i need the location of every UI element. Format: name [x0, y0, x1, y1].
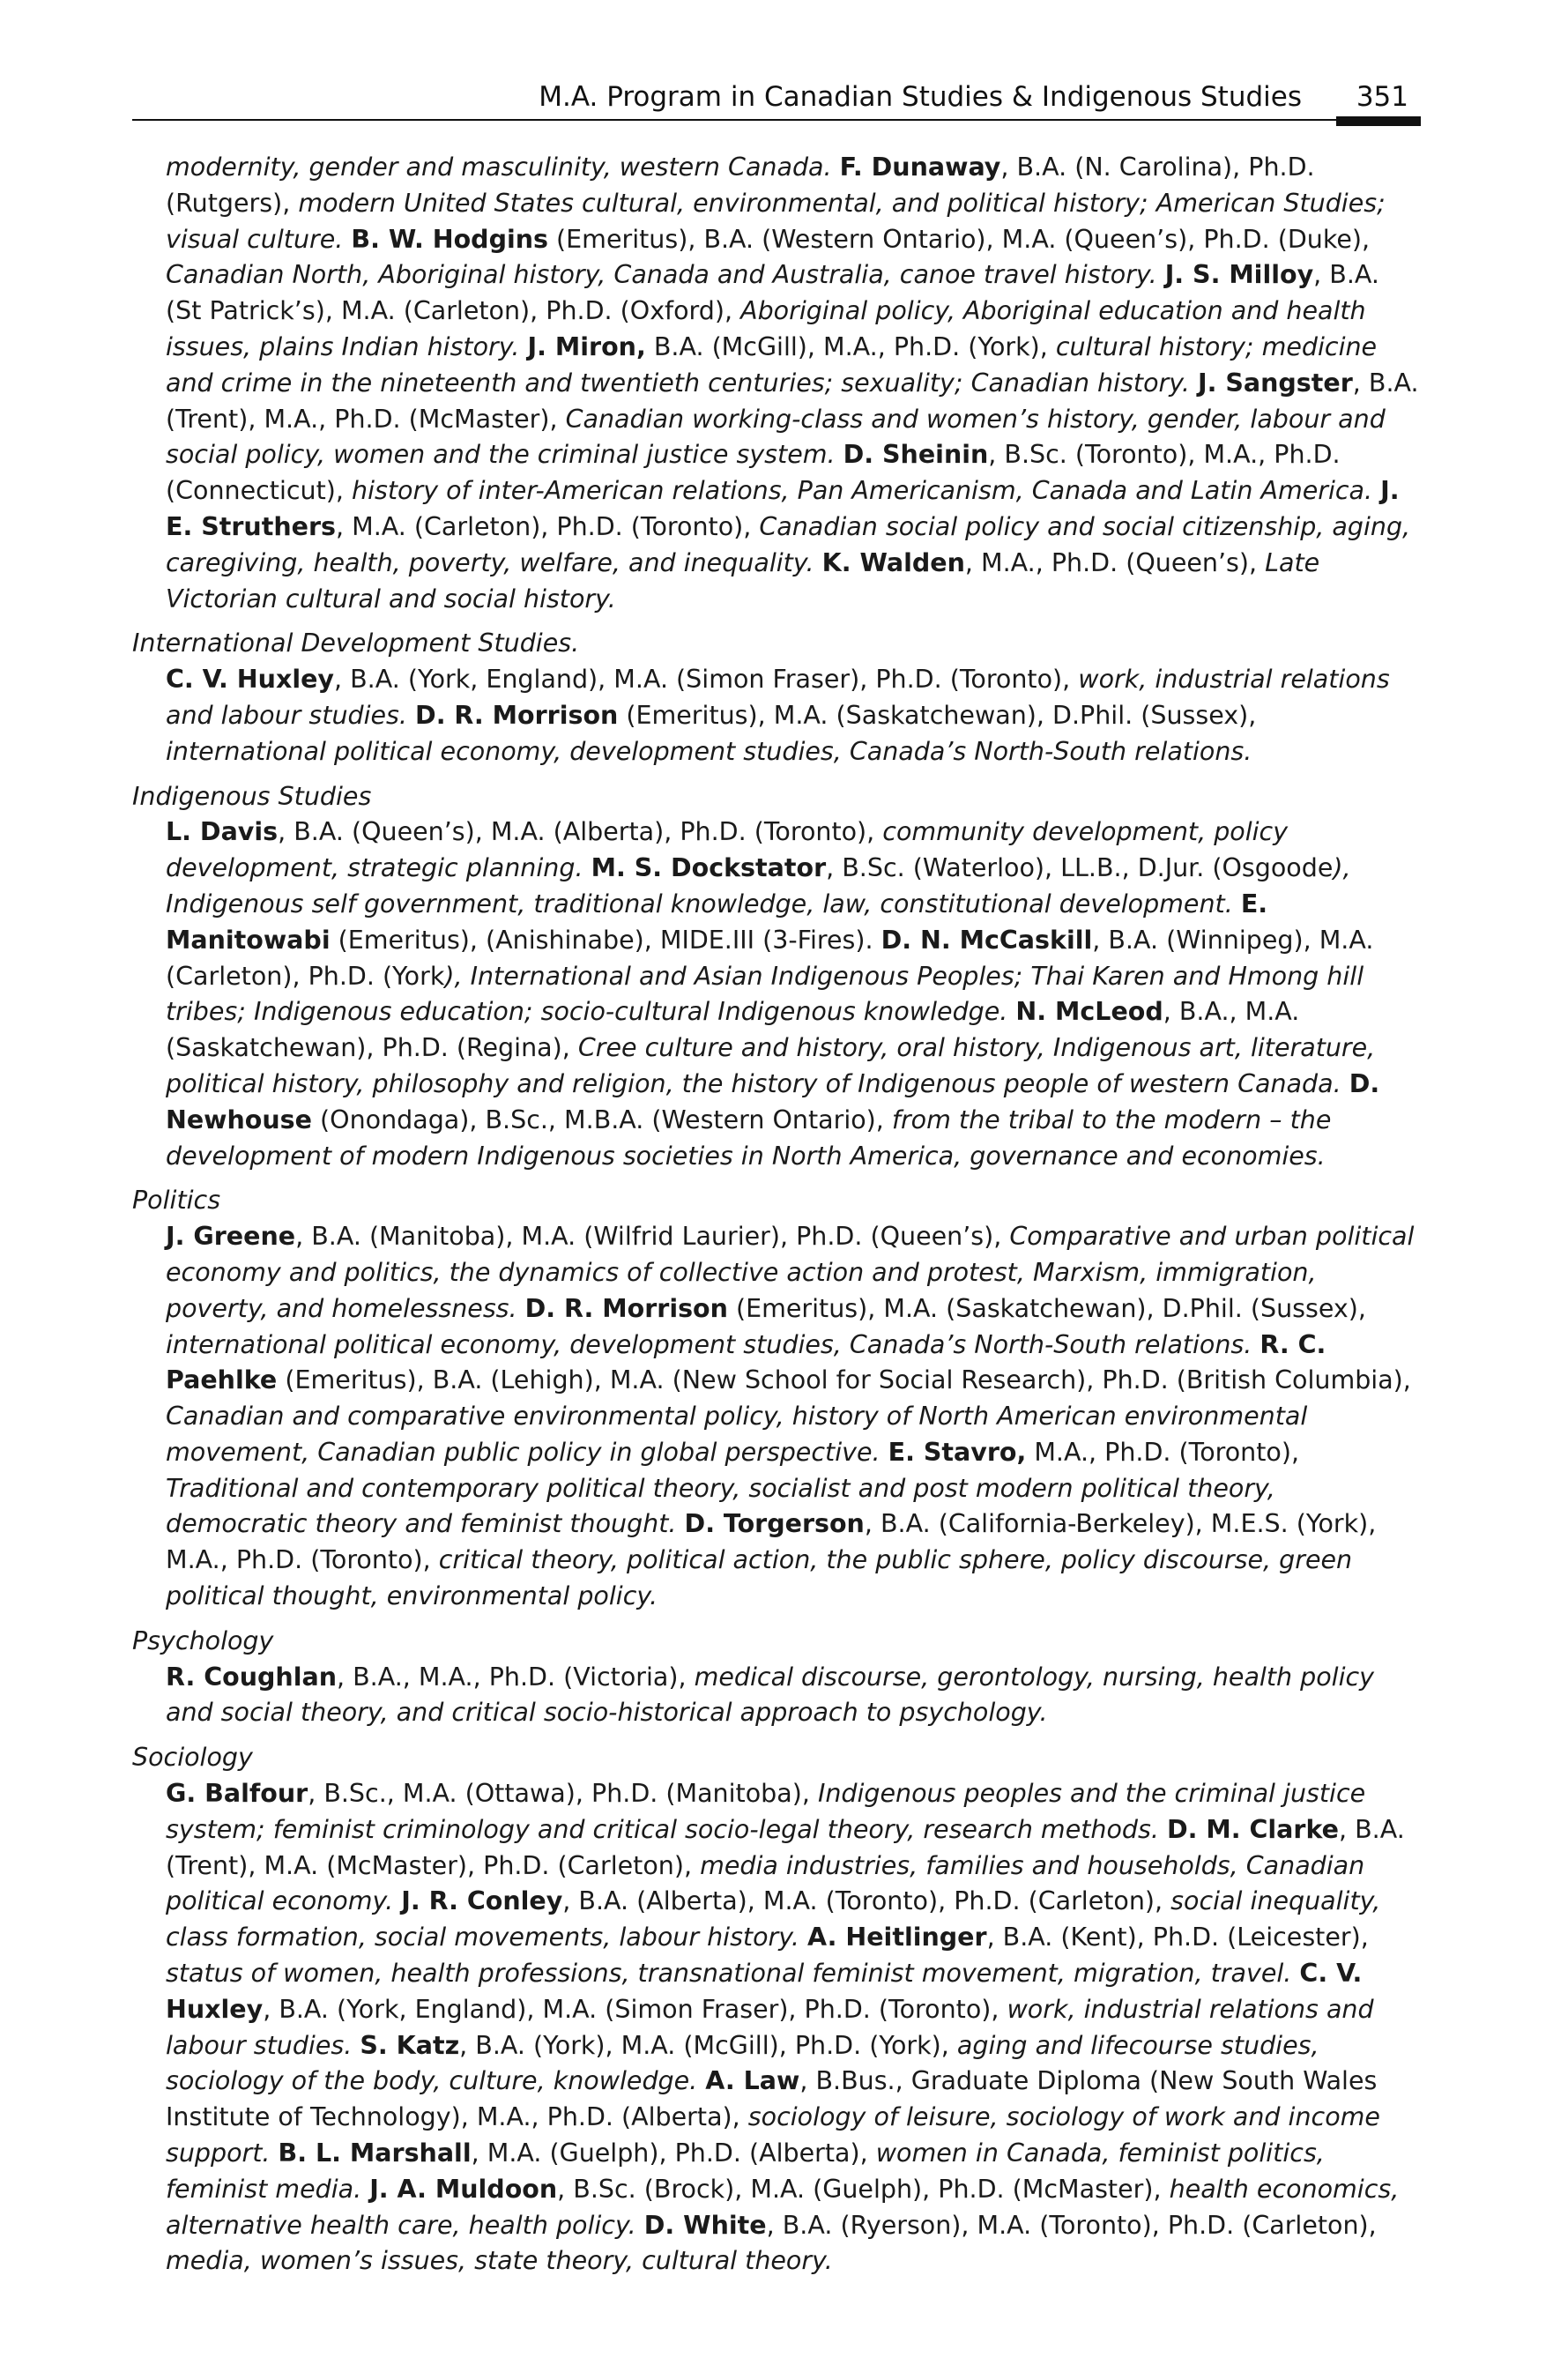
faculty-research-topics: Canadian working-class and women’s history, gender, labour and social policy, women and the criminal justice system. [166, 404, 1386, 470]
faculty-name: J. Miron, [527, 331, 646, 361]
faculty-name: A. Law [705, 2066, 800, 2096]
faculty-credentials: , M.A. (Carleton), Ph.D. (Toronto), [335, 511, 760, 541]
faculty-name: G. Balfour [166, 1779, 308, 1809]
faculty-research-topics: international political economy, development studies, Canada’s North-South relations. [166, 1329, 1260, 1359]
faculty-research-topics: work, industrial relations and labour studies. [166, 1994, 1374, 2060]
faculty-credentials: (Emeritus), B.A. (Lehigh), M.A. (New School for Social Research), Ph.D. (British Columbia), [277, 1365, 1411, 1395]
faculty-research-topics: Canadian and comparative environmental policy, history of North American environmental movement, Canadian public policy in global perspective. [166, 1402, 1308, 1467]
faculty-entries [132, 1776, 1421, 2280]
faculty-name: R. C. Paehlke [166, 1329, 1326, 1395]
faculty-name: E. Stavro, [888, 1437, 1027, 1467]
section-heading: International Development Studies. [132, 628, 580, 658]
faculty-entries [132, 1660, 1421, 1732]
running-title: M.A. Program in Canadian Studies & Indigenous Studies [539, 81, 1302, 113]
faculty-credentials: , B.A., M.A. (Saskatchewan), Ph.D. (Regina), [166, 997, 1300, 1063]
faculty-credentials: , B.Bus., Graduate Diploma (New South Wales Institute of Technology), M.A., Ph.D. (Alberta), [166, 2066, 1378, 2132]
faculty-research-topics: health economics, alternative health care, health policy. [166, 2174, 1400, 2240]
faculty-name: D. R. Morrison [415, 700, 619, 730]
faculty-section [132, 150, 1421, 617]
section-heading: Sociology [132, 1743, 253, 1773]
faculty-name: D. Newhouse [166, 1068, 1380, 1134]
faculty-research-topics: from the tribal to the modern – the development of modern Indigenous societies in North America, governance and economies. [166, 1104, 1332, 1171]
faculty-credentials: B.A. (McGill), M.A., Ph.D. (York), [645, 331, 1056, 361]
faculty-credentials: , B.A. (California-Berkeley), M.E.S. (York), M.A., Ph.D. (Toronto), [166, 1509, 1377, 1575]
faculty-research-topics: Aboriginal policy, Aboriginal education and health issues, plains Indian history. [166, 296, 1366, 361]
faculty-credentials: , B.A. (Winnipeg), M.A. (Carleton), Ph.D. (York [166, 925, 1374, 991]
faculty-research-topics: media industries, families and households, Canadian political economy. [166, 1850, 1365, 1916]
faculty-name: D. White [643, 2210, 767, 2240]
faculty-entries [132, 662, 1421, 770]
section-heading: Politics [132, 1186, 221, 1216]
faculty-credentials: , M.A., Ph.D. (Queen’s), [964, 547, 1266, 577]
faculty-credentials: (Emeritus), M.A. (Saskatchewan), D.Phil. (Sussex), [618, 700, 1257, 730]
faculty-credentials: , B.A. (Alberta), M.A. (Toronto), Ph.D. (Carleton), [562, 1886, 1171, 1916]
faculty-research-topics: work, industrial relations and labour studies. [166, 665, 1390, 730]
faculty-credentials: , B.A. (Kent), Ph.D. (Leicester), [986, 1923, 1369, 1952]
faculty-name: D. R. Morrison [524, 1293, 728, 1323]
faculty-section [132, 1740, 1421, 2280]
faculty-research-topics: cultural history; medicine and crime in the nineteenth and twentieth centuries; sexuality; Canadian history. [166, 331, 1378, 398]
faculty-research-topics: Cree culture and history, oral history, Indigenous art, literature, political history, philosophy and religion, the history of Indigenous people of western Canada. [166, 1033, 1376, 1098]
page-number: 351 [1356, 81, 1408, 113]
faculty-research-topics: sociology of leisure, sociology of work and income support. [166, 2102, 1380, 2168]
faculty-listing [132, 150, 1421, 2288]
faculty-research-topics: Late Victorian cultural and social history. [166, 547, 1320, 614]
faculty-credentials: , B.A. (York, England), M.A. (Simon Fraser), Ph.D. (Toronto), [263, 1994, 1007, 2024]
faculty-name: J. R. Conley [401, 1886, 563, 1916]
header-rule [132, 119, 1421, 121]
faculty-entries [132, 1219, 1421, 1615]
faculty-credentials: , B.A. (Trent), M.A., Ph.D. (McMaster), [166, 368, 1419, 434]
faculty-name: D. M. Clarke [1166, 1814, 1339, 1844]
faculty-name: D. Sheinin [843, 440, 989, 470]
faculty-credentials: (Onondaga), B.Sc., M.B.A. (Western Ontario), [311, 1104, 892, 1134]
faculty-section [132, 779, 1421, 1175]
faculty-section [132, 1183, 1421, 1615]
faculty-name: D. N. McCaskill [881, 925, 1093, 955]
faculty-credentials: , B.A., M.A., Ph.D. (Victoria), [337, 1662, 695, 1692]
page-header [132, 78, 1421, 123]
faculty-research-topics: Traditional and contemporary political theory, socialist and post modern political theory, democratic theory and feminist thought. [166, 1473, 1275, 1539]
faculty-credentials: , B.A. (York), M.A. (McGill), Ph.D. (York), [459, 2030, 957, 2060]
faculty-name: A. Heitlinger [807, 1923, 987, 1952]
faculty-credentials: (Emeritus), (Anishinabe), MIDE.III (3-Fires). [330, 925, 881, 955]
faculty-name: J. S. Milloy [1164, 260, 1314, 290]
faculty-credentials: , B.A. (Trent), M.A. (McMaster), Ph.D. (Carleton), [166, 1814, 1405, 1880]
faculty-research-topics: social inequality, class formation, social movements, labour history. [166, 1886, 1381, 1952]
faculty-credentials: , B.A. (St Patrick’s), M.A. (Carleton), Ph.D. (Oxford), [166, 260, 1379, 326]
faculty-research-topics: modern United States cultural, environmental, and political history; American Studies; visual culture. [166, 188, 1386, 254]
faculty-credentials: , B.Sc., M.A. (Ottawa), Ph.D. (Manitoba), [308, 1779, 818, 1809]
faculty-name: B. W. Hodgins [351, 224, 548, 254]
faculty-entries [132, 814, 1421, 1174]
faculty-name: J. Greene [166, 1222, 296, 1252]
faculty-research-topics: aging and lifecourse studies, sociology of the body, culture, knowledge. [166, 2030, 1319, 2096]
faculty-name: N. McLeod [1015, 997, 1163, 1027]
faculty-name: S. Katz [360, 2030, 460, 2060]
faculty-entry [166, 1662, 1374, 1728]
faculty-section [132, 1624, 1421, 1731]
faculty-credentials: , B.A. (Manitoba), M.A. (Wilfrid Laurier), Ph.D. (Queen’s), [295, 1222, 1010, 1252]
faculty-name: K. Walden [821, 547, 965, 577]
faculty-research-topics: women in Canada, feminist politics, feminist media. [166, 2138, 1325, 2204]
faculty-credentials: , B.Sc. (Toronto), M.A., Ph.D. (Connecticut), [166, 440, 1341, 506]
faculty-credentials: , B.A. (Queen’s), M.A. (Alberta), Ph.D. (Toronto), [278, 817, 883, 847]
faculty-credentials: M.A., Ph.D. (Toronto), [1026, 1437, 1300, 1467]
faculty-name: C. V. Huxley [166, 665, 334, 695]
faculty-research-topics: ), International and Asian Indigenous Peoples; Thai Karen and Hmong hill tribes; Indigenous education; socio-cultural Indigenous knowledge. [166, 961, 1364, 1027]
faculty-name: E. Manitowabi [166, 889, 1268, 955]
section-heading: Psychology [132, 1625, 274, 1655]
faculty-section [132, 626, 1421, 770]
faculty-name: B. L. Marshall [278, 2138, 472, 2168]
faculty-research-topics: community development, policy development, strategic planning. [166, 817, 1289, 883]
faculty-credentials: , B.Sc. (Waterloo), LL.B., D.Jur. (Osgoode [826, 853, 1334, 883]
faculty-credentials: , B.A. (N. Carolina), Ph.D. (Rutgers), [166, 152, 1315, 218]
faculty-research-topics: critical theory, political action, the public sphere, policy discourse, green political thought, environmental policy. [166, 1545, 1353, 1611]
faculty-credentials: , B.A. (York, England), M.A. (Simon Fraser), Ph.D. (Toronto), [334, 665, 1079, 695]
faculty-research-topics: ), Indigenous self government, traditional knowledge, law, constitutional development. [166, 853, 1351, 919]
faculty-entries [132, 150, 1421, 617]
faculty-research-topics: Comparative and urban political economy and politics, the dynamics of collective action and protest, Marxism, immigration, poverty, and homelessness. [166, 1222, 1415, 1323]
faculty-research-topics: status of women, health professions, transnational feminist movement, migration, travel. [166, 1959, 1300, 1989]
faculty-credentials: , B.Sc. (Brock), M.A. (Guelph), Ph.D. (McMaster), [557, 2174, 1170, 2204]
faculty-credentials: (Emeritus), B.A. (Western Ontario), M.A. (Queen’s), Ph.D. (Duke), [548, 224, 1371, 254]
faculty-research-topics: international political economy, development studies, Canada’s North-South relations. [166, 736, 1252, 766]
header-tab-mark [1336, 116, 1421, 126]
faculty-credentials: (Emeritus), M.A. (Saskatchewan), D.Phil. (Sussex), [727, 1293, 1366, 1323]
faculty-credentials: , B.A. (Ryerson), M.A. (Toronto), Ph.D. (Carleton), [766, 2210, 1377, 2240]
section-heading: Indigenous Studies [132, 781, 372, 811]
faculty-name: C. V. Huxley [166, 1959, 1363, 2024]
faculty-research-topics: medical discourse, gerontology, nursing, health policy and social theory, and critical socio-historical approach to psychology. [166, 1662, 1375, 1728]
faculty-research-topics: Canadian North, Aboriginal history, Canada and Australia, canoe travel history. [166, 260, 1165, 290]
faculty-name: J. E. Struthers [166, 476, 1400, 541]
faculty-name: L. Davis [166, 817, 279, 847]
faculty-entry [166, 152, 840, 182]
faculty-name: J. Sangster [1198, 368, 1353, 398]
faculty-credentials: , M.A. (Guelph), Ph.D. (Alberta), [471, 2138, 876, 2168]
faculty-name: R. Coughlan [166, 1662, 337, 1692]
faculty-name: D. Torgerson [684, 1509, 865, 1539]
faculty-name: F. Dunaway [839, 152, 1001, 182]
faculty-research-topics: modernity, gender and masculinity, western Canada. [166, 152, 840, 182]
faculty-name: J. A. Muldoon [369, 2174, 558, 2204]
faculty-research-topics: media, women’s issues, state theory, cultural theory. [166, 2246, 833, 2276]
faculty-research-topics: Canadian social policy and social citizenship, aging, caregiving, health, poverty, welfare, and inequality. [166, 511, 1411, 577]
faculty-name: M. S. Dockstator [591, 853, 827, 883]
faculty-research-topics: Indigenous peoples and the criminal justice system; feminist criminology and critical socio-legal theory, research methods. [166, 1779, 1366, 1844]
faculty-research-topics: history of inter-American relations, Pan Americanism, Canada and Latin America. [352, 476, 1381, 506]
